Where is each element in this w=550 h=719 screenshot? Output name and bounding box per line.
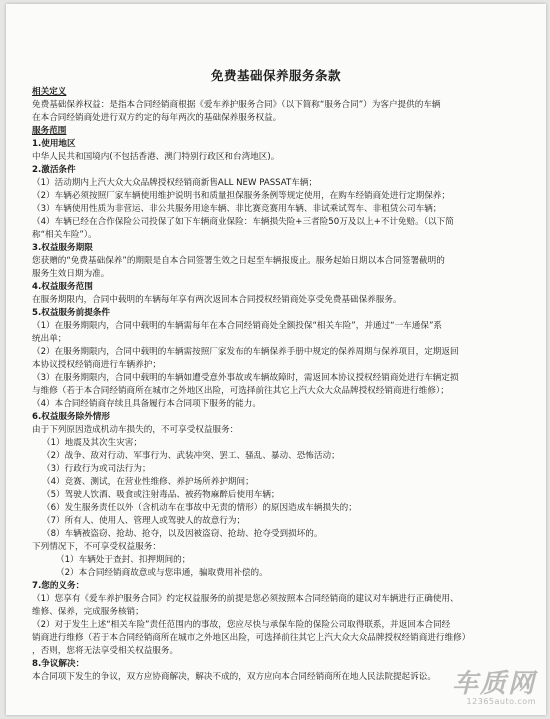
document-line: 由于下列原因造成机动车损失的，不可享受权益服务： [32, 425, 239, 435]
document-line: （2）本合同经销商故意或与您串通，骗取费用补偿的。 [56, 568, 268, 578]
document-line: 与维修（若于本合同经销商所在城市之外地区出险，可选择前往其它上汽大众大众品牌授权经销商进行维修）； [32, 386, 449, 396]
section-heading: 相关定义 [32, 87, 67, 97]
document-line: 在本合同经销商处进行双方约定的每年两次的基础保养服务权益。 [32, 113, 282, 123]
document-line: 下列情况下，不可享受权益服务： [32, 542, 161, 552]
document-page [6, 4, 546, 715]
document-line: 销商进行维修（若于本合同经销商所在城市之外地区出险，可选择前往其它上汽大众大众品牌授权经销商进行维修） [32, 633, 471, 643]
section-heading: 服务范围 [32, 126, 67, 136]
document-line: （2）在服务期限内，合同中载明的车辆需按照厂家发布的车辆保养手册中规定的保养周期与保养项目，定期返回 [32, 347, 459, 357]
watermark-url: 12365auto.com [466, 697, 536, 706]
section-heading: 7.您的义务： [32, 581, 85, 591]
document-line: 中华人民共和国境内(不包括香港、澳门特别行政区和台湾地区)。 [32, 152, 280, 162]
document-line: （4）车辆已经在合作保险公司投保了如下车辆商业保险：车辆损失险+三者险50万及以上+不计免赔。（以下简 [32, 217, 454, 227]
document-line: （6）发生服务责任以外（含机动车在事故中无责的情形）的原因造成车辆损失的； [42, 503, 357, 513]
document-line: （2）战争、敌对行动、军事行为、武装冲突、罢工、骚乱、暴动、恐怖活动； [42, 451, 340, 461]
document-line: 本合同项下发生的争议，双方应协商解决，解决不成的，双方应向本合同经销商所在地人民法院提起诉讼。 [32, 672, 436, 682]
document-line: （3）行政行为或司法行为； [42, 464, 151, 474]
section-heading: 2.激活条件 [32, 165, 76, 175]
watermark [452, 671, 536, 707]
section-heading: 3.权益服务期限 [32, 243, 93, 253]
document-line: （8）车辆被盗窃、抢劫、抢夺，以及因被盗窃、抢劫、抢夺受到损坏的。 [42, 529, 323, 539]
document-line: ，否则，您将无法享受相关权益服务。 [32, 646, 179, 656]
document-line: （5）驾驶人饮酒、吸食或注射毒品、被药物麻醉后使用车辆； [42, 490, 280, 500]
document-line: 您获赠的“免费基础保养”的期限是自本合同签署生效之日起至车辆报废止。服务起始日期以本合同签署截明的 [32, 256, 445, 266]
section-heading: 1.使用地区 [32, 139, 76, 149]
watermark-logo: 车质网 [451, 669, 536, 699]
document-line: （3）在服务期限内，合同中载明的车辆如遭受意外事故或车辆故障时，需返回本协议授权经销商处进行车辆定损 [32, 373, 459, 383]
document-line: （1）活动期内上汽大众大众品牌授权经销商新售ALL NEW PASSAT车辆； [32, 178, 318, 188]
document-line: （1）车辆处于查封、扣押期间的； [56, 555, 191, 565]
section-heading: 6.权益服务除外情形 [32, 412, 110, 422]
document-line: （1）您享有《爱车养护服务合同》约定权益服务的前提是您必须按照本合同经销商的建议对车辆进行正确使用、 [32, 594, 459, 604]
document-title: 免费基础保养服务条款 [210, 68, 341, 83]
document-line: 本协议授权经销商进行车辆养护； [32, 360, 161, 370]
document-body [32, 86, 524, 684]
document-line: （2）车辆必须按照厂家车辆使用维护说明书和质量担保服务条例等规定使用，在购车经销商处进行定期保养； [32, 191, 450, 201]
document-line: 在服务期限内，合同中载明的车辆每年享有两次返回本合同授权经销商处享受免费基础保养服务。 [32, 295, 402, 305]
document-line: 称“相关车险”）。 [32, 230, 97, 240]
document-line: （4）竞赛、测试，在营业性维修、养护场所养护期间； [42, 477, 254, 487]
section-heading: 5.权益服务前提条件 [32, 308, 110, 318]
section-heading: 4.权益服务范围 [32, 282, 93, 292]
document-line: （2）对于发生上述“相关车险”责任范围内的事故，您应尽快与承保车险的保险公司取得联系，并返回本合同经 [32, 620, 451, 630]
document-line: （3）车辆使用性质为非营运、非公共服务用途车辆、非比赛竞赛用车辆、非试乘试驾车、非租赁公司车辆； [32, 204, 442, 214]
document-line: （1）在服务期限内，合同中载明的车辆需每年在本合同经销商处全额投保“相关车险”，并通过“一车通保”系 [32, 321, 442, 331]
document-line: （4）本合同经销商存续且具备履行本合同项下服务的能力。 [32, 399, 261, 409]
document-line: （1）地震及其次生灾害； [42, 438, 142, 448]
section-heading: 8.争议解决： [32, 659, 85, 669]
document-line: 免费基础保养权益：是指本合同经销商根据《爱车养护服务合同》（以下简称“服务合同”）为客户提供的车辆 [32, 100, 441, 110]
document-line: （7）所有人、使用人、管理人或驾驶人的故意行为； [42, 516, 246, 526]
document-line: 服务生效日期为准。 [32, 269, 110, 279]
document-line: 维修、保养，完成服务核销； [32, 607, 144, 617]
document-line: 统出单； [32, 334, 67, 344]
